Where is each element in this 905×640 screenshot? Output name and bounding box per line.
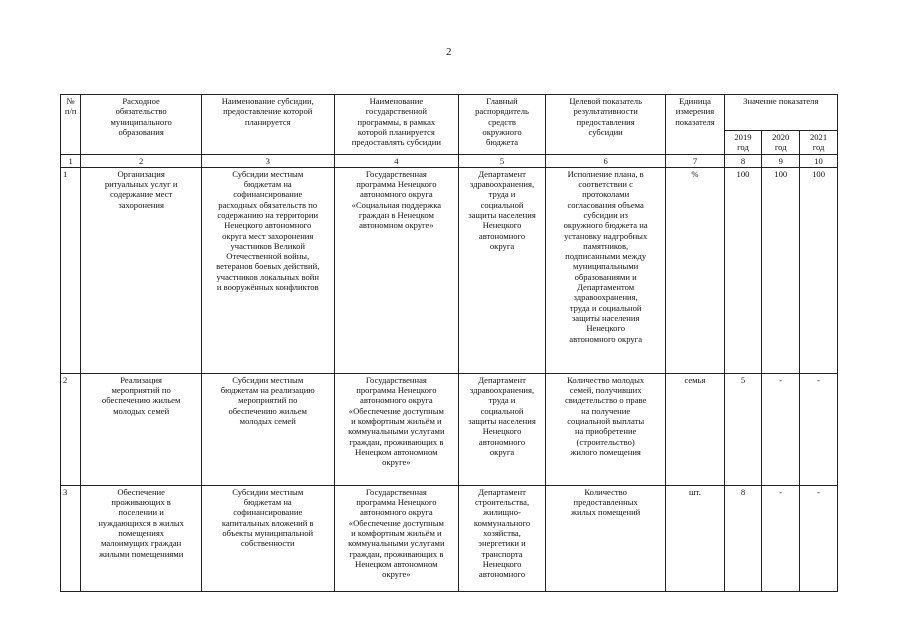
header-program-name: Наименование государственной программы, в рамках которой планируется предоставлять субсидии [334, 95, 459, 155]
header-subsidy-name: Наименование субсидии, предоставление которой планируется [201, 95, 334, 155]
row-value-2021: - [800, 485, 838, 591]
row-indicator: Исполнение плана, в соответствии с протоколами согласования объема субсидии из окружного бюджета на установку надгробных памятников, подписанными между муниципальными образованиями и Департаментом здравоохранения, труда и социальной защиты населения Ненецкого автономного округа [545, 167, 665, 373]
header-year-2021: 2021 год [800, 131, 838, 155]
column-number: 1 [61, 154, 81, 167]
row-manager: Департамент здравоохранения, труда и социальной защиты населения Ненецкого автономного округа [459, 373, 546, 485]
row-value-2020: - [762, 373, 800, 485]
row-value-2021: 100 [800, 167, 838, 373]
column-number: 10 [800, 154, 838, 167]
row-program: Государственная программа Ненецкого автономного округа «Обеспечение доступным и комфортным жильём и коммунальными услугами граждан, проживающих в Ненецком автономном округе» [334, 373, 459, 485]
row-num: 3 [61, 485, 81, 591]
row-program: Государственная программа Ненецкого автономного округа «Социальная поддержка граждан в Ненецком автономном округе» [334, 167, 459, 373]
table-row [61, 167, 838, 373]
header-year-2019: 2019 год [724, 131, 762, 155]
row-expense: Обеспечение проживающих в поселении и нуждающихся в жилых помещениях малоимущих граждан жилыми помещениями [81, 485, 201, 591]
header-budget-manager: Главный распорядитель средств окружного бюджета [459, 95, 546, 155]
row-unit: семья [666, 373, 724, 485]
page-number: 2 [446, 46, 452, 58]
row-value-2019: 5 [724, 373, 762, 485]
row-expense: Организация ритуальных услуг и содержание мест захоронения [81, 167, 201, 373]
column-number: 4 [334, 154, 459, 167]
table-header-row [61, 95, 838, 131]
row-value-2021: - [800, 373, 838, 485]
column-number: 9 [762, 154, 800, 167]
row-subsidy: Субсидии местным бюджетам на софинансирование расходных обязательств по содержанию на территории Ненецкого автономного округа мест захоронения участников Великой Отечественной войны, ветеранов боевых действий, участников локальных войн и вооружённых конфликтов [201, 167, 334, 373]
column-number: 3 [201, 154, 334, 167]
row-value-2019: 100 [724, 167, 762, 373]
row-unit: % [666, 167, 724, 373]
row-manager: Департамент строительства, жилищно- коммунального хозяйства, энергетики и транспорта Ненецкого автономного [459, 485, 546, 591]
row-expense: Реализация мероприятий по обеспечению жильем молодых семей [81, 373, 201, 485]
column-number: 5 [459, 154, 546, 167]
subsidy-table [60, 94, 838, 592]
table-row [61, 373, 838, 485]
row-num: 2 [61, 373, 81, 485]
row-num: 1 [61, 167, 81, 373]
row-subsidy: Субсидии местным бюджетам на софинансирование капитальных вложений в объекты муниципальной собственности [201, 485, 334, 591]
header-expense-obligation: Расходное обязательство муниципального образования [81, 95, 201, 155]
row-program: Государственная программа Ненецкого автономного округа «Обеспечение доступным и комфортным жильём и коммунальными услугами граждан, проживающих в Ненецком автономном округе» [334, 485, 459, 591]
row-subsidy: Субсидии местным бюджетам на реализацию мероприятий по обеспечению жильем молодых семей [201, 373, 334, 485]
header-value-group: Значение показателя [724, 95, 837, 131]
column-number: 8 [724, 154, 762, 167]
table-row [61, 485, 838, 591]
row-indicator: Количество предоставленных жилых помещений [545, 485, 665, 591]
header-num: № п/п [61, 95, 81, 155]
column-number: 6 [545, 154, 665, 167]
row-indicator: Количество молодых семей, получивших свидетельство о праве на получение социальной выплаты на приобретение (строительство) жилого помещения [545, 373, 665, 485]
row-unit: шт. [666, 485, 724, 591]
row-value-2020: 100 [762, 167, 800, 373]
column-number: 2 [81, 154, 201, 167]
column-number: 7 [666, 154, 724, 167]
column-number-row [61, 154, 838, 167]
row-manager: Департамент здравоохранения, труда и социальной защиты населения Ненецкого автономного округа [459, 167, 546, 373]
header-target-indicator: Целевой показатель результативности предоставления субсидии [545, 95, 665, 155]
row-value-2019: 8 [724, 485, 762, 591]
header-unit: Единица измерения показателя [666, 95, 724, 155]
row-value-2020: - [762, 485, 800, 591]
header-year-2020: 2020 год [762, 131, 800, 155]
